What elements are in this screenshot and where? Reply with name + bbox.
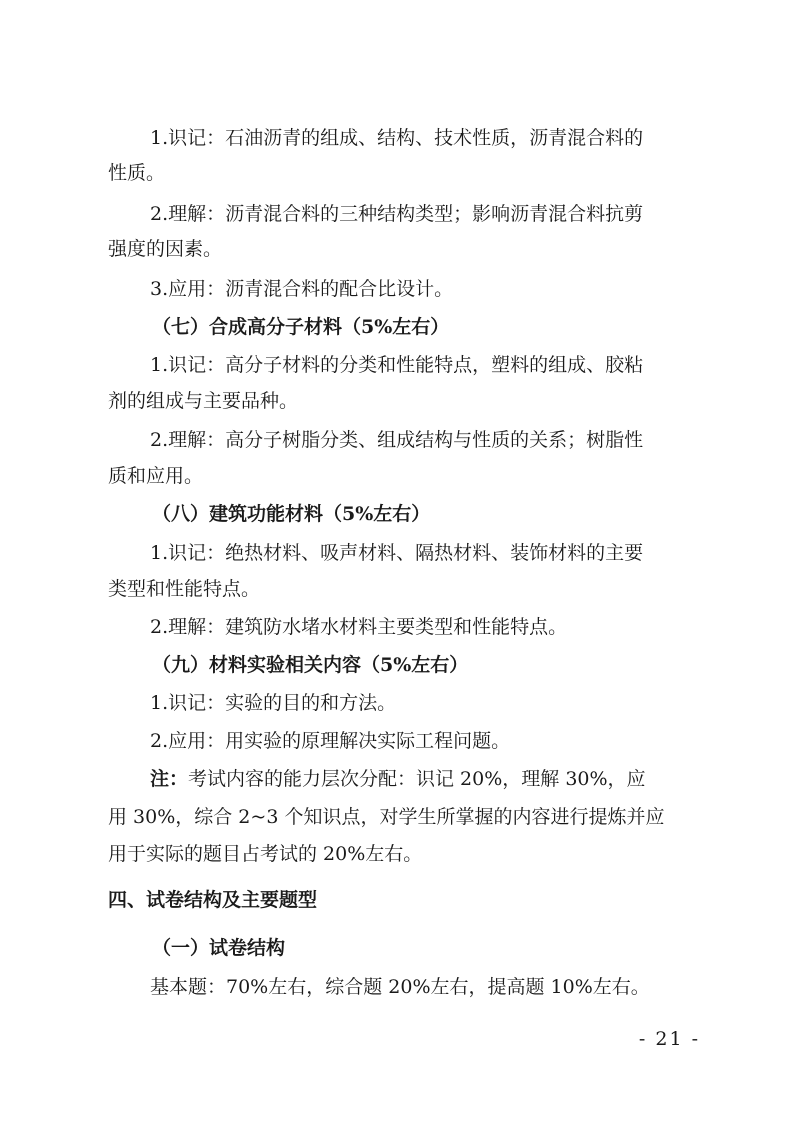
paragraph-line: 用 30%，综合 2~3 个知识点，对学生所掌握的内容进行提炼并应 bbox=[108, 806, 665, 828]
paragraph-line: 1.识记：绝热材料、吸声材料、隔热材料、装饰材料的主要 bbox=[150, 542, 644, 564]
note-text: 考试内容的能力层次分配：识记 20%，理解 30%，应 bbox=[188, 768, 646, 790]
paragraph-line: 类型和性能特点。 bbox=[108, 578, 261, 600]
section-heading: （七）合成高分子材料（5%左右） bbox=[152, 316, 450, 338]
section-heading: （一）试卷结构 bbox=[152, 937, 286, 959]
paragraph-line: 用于实际的题目占考试的 20%左右。 bbox=[108, 843, 423, 865]
note-label: 注： bbox=[150, 768, 189, 790]
paragraph-line: 2.理解：沥青混合料的三种结构类型；影响沥青混合料抗剪 bbox=[150, 203, 644, 225]
paragraph-line: 1.识记：石油沥青的组成、结构、技术性质，沥青混合料的 bbox=[150, 127, 644, 149]
paragraph-line: 3.应用：沥青混合料的配合比设计。 bbox=[150, 278, 454, 300]
note-line bbox=[0, 764, 800, 794]
page-number: - 21 - bbox=[638, 1028, 700, 1050]
paragraph-line: 基本题：70%左右，综合题 20%左右，提高题 10%左右。 bbox=[150, 976, 650, 998]
chapter-heading: 四、试卷结构及主要题型 bbox=[108, 889, 318, 911]
section-heading: （八）建筑功能材料（5%左右） bbox=[152, 503, 431, 525]
paragraph-line: 2.理解：高分子树脂分类、组成结构与性质的关系；树脂性 bbox=[150, 429, 644, 451]
paragraph-line: 1.识记：高分子材料的分类和性能特点，塑料的组成、胶粘 bbox=[150, 354, 644, 376]
paragraph-line: 2.应用：用实验的原理解决实际工程问题。 bbox=[150, 730, 511, 752]
paragraph-line: 2.理解：建筑防水堵水材料主要类型和性能特点。 bbox=[150, 616, 568, 638]
paragraph-line: 质和应用。 bbox=[108, 465, 204, 487]
paragraph-line: 剂的组成与主要品种。 bbox=[108, 390, 299, 412]
paragraph-line: 1.识记：实验的目的和方法。 bbox=[150, 692, 397, 714]
paragraph-line: 性质。 bbox=[108, 162, 166, 184]
paragraph-line: 强度的因素。 bbox=[108, 238, 223, 260]
section-heading: （九）材料实验相关内容（5%左右） bbox=[152, 654, 469, 676]
